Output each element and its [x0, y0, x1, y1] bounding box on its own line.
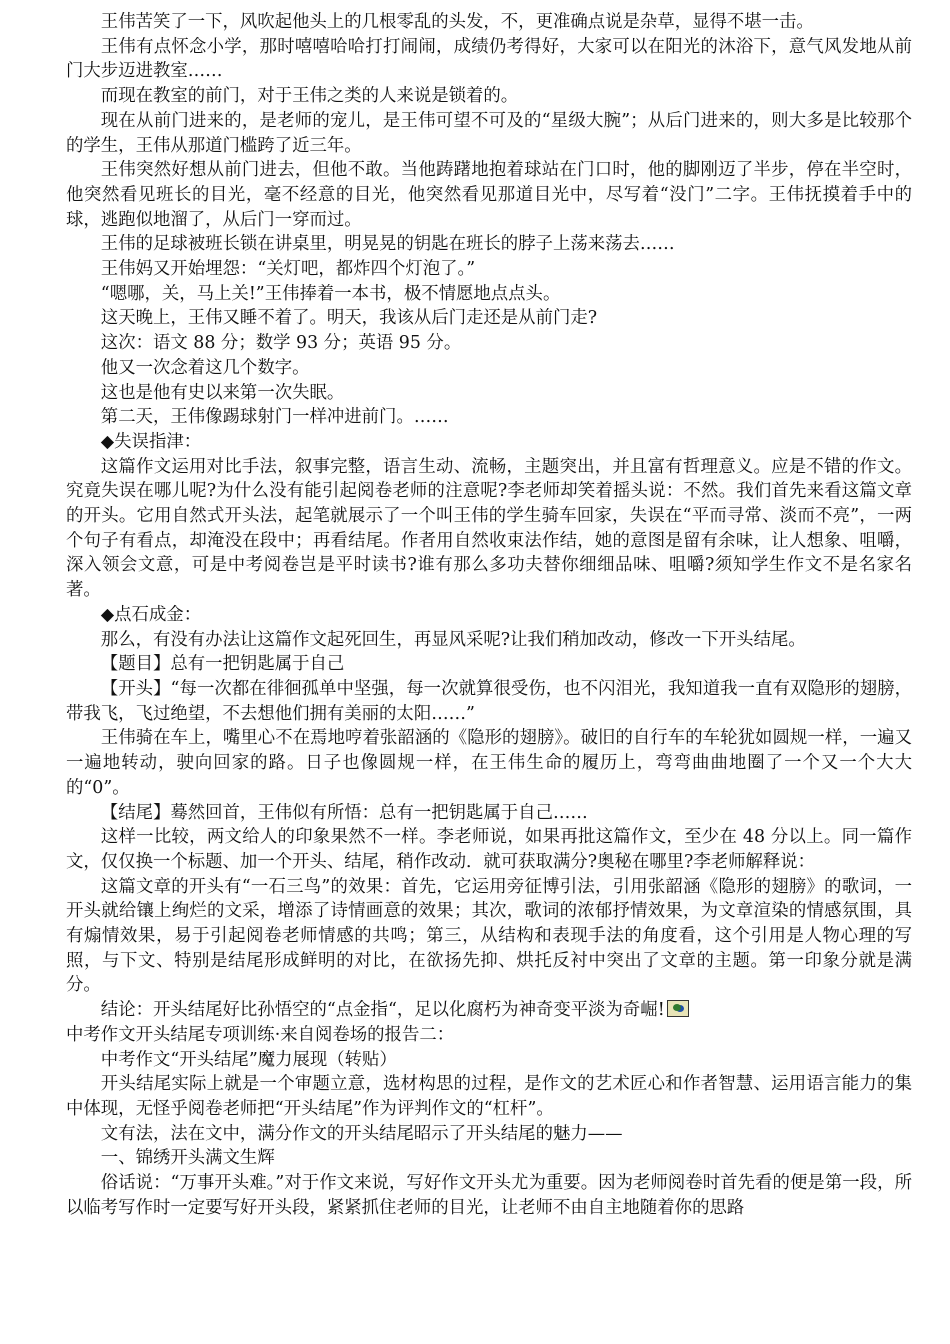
paragraph: 这篇文章的开头有“一石三鸟”的效果：首先，它运用旁征博引法，引用张韶涵《隐形的翅膀》的歌词，一开头就给镶上绚烂的文采，增添了诗情画意的效果；其次，歌词的浓郁抒情效果，为文章渲染的情感氛围，具有煽情效果，易于引起阅卷老师情感的共鸣；第三，从结构和表现手法的角度看，这个引用是人物心理的写照，与下文、特别是结尾形成鲜明的对比，在欲扬先抑、烘托反衬中突出了文章的主题。第一印象分就是满分。 — [66, 876, 912, 996]
paragraph: 他又一次念着这几个数字。 — [100, 357, 310, 378]
paragraph: 王伟苦笑了一下，风吹起他头上的几根零乱的头发，不，更准确点说是杂草，显得不堪一击。 — [100, 12, 814, 32]
paragraph: 而现在教室的前门，对于王伟之类的人来说是锁着的。 — [100, 86, 519, 107]
paragraph: 这次：语文 88 分；数学 93 分；英语 95 分。 — [100, 333, 462, 354]
paragraph: “嗯哪，关，马上关!”王伟捧着一本书，极不情愿地点点头。 — [100, 283, 561, 304]
link-icon[interactable] — [667, 1000, 689, 1017]
paragraph-title: 【题目】总有一把钥匙属于自己 — [100, 654, 345, 675]
paragraph: 王伟妈又开始埋怨：“关灯吧，都炸四个灯泡了。” — [100, 259, 476, 280]
section-label-mistake: ◆失误指津： — [100, 431, 202, 452]
document-page — [66, 10, 912, 1220]
section-label-improve: ◆点石成金： — [100, 604, 202, 625]
paragraph: 俗话说：“万事开头难。”对于作文来说，写好作文开头尤为重要。因为老师阅卷时首先看的便是第一段，所以临考写作时一定要写好开头段，紧紧抓住老师的目光，让老师不由自主地随着你的思路 — [66, 1173, 912, 1218]
paragraph: 王伟突然好想从前门进去，但他不敢。当他踌躇地抱着球站在门口时，他的脚刚迈了半步，停在半空时，他突然看见班长的目光，毫不经意的目光，他突然看见那道目光中，尽写着“没门”二字。王伟抚摸着手中的球，逃跑似地溜了，从后门一穿而过。 — [66, 160, 912, 230]
paragraph: 这样一比较，两文给人的印象果然不一样。李老师说，如果再批这篇作文，至少在 48 分以上。同一篇作文，仅仅换一个标题、加一个开头、结尾，稍作改动．就可获取满分?奥秘在哪里?李老师解释说： — [66, 827, 912, 872]
paragraph: 开头结尾实际上就是一个审题立意，选材构思的过程，是作文的艺术匠心和作者智慧、运用语言能力的集中体现，无怪乎阅卷老师把“开头结尾”作为评判作文的“杠杆”。 — [66, 1074, 912, 1119]
subheading: 一、锦绣开头满文生辉 — [100, 1148, 275, 1169]
paragraph: 王伟的足球被班长锁在讲桌里，明晃晃的钥匙在班长的脖子上荡来荡去…… — [100, 234, 675, 255]
paragraph: 王伟有点怀念小学，那时嘻嘻哈哈打打闹闹，成绩仍考得好，大家可以在阳光的沐浴下，意气风发地从前门大步迈进教室…… — [66, 36, 912, 82]
paragraph: 那么，有没有办法让这篇作文起死回生，再显风采呢?让我们稍加改动，修改一下开头结尾。 — [100, 629, 806, 650]
conclusion-paragraph — [66, 998, 912, 1023]
paragraph-ending: 【结尾】蓦然回首，王伟似有所悟：总有一把钥匙属于自己…… — [100, 802, 588, 823]
paragraph: 文有法，法在文中，满分作文的开头结尾昭示了开头结尾的魅力—— — [100, 1123, 623, 1144]
paragraph: 第二天，王伟像踢球射门一样冲进前门。…… — [100, 407, 449, 428]
paragraph: 中考作文“开头结尾”魔力展现（转贴） — [100, 1049, 397, 1070]
paragraph: 王伟骑在车上，嘴里心不在焉地哼着张韶涵的《隐形的翅膀》。破旧的自行车的车轮犹如圆规一样，一遍又一遍地转动，驶向回家的路。日子也像圆规一样，在王伟生命的履历上，弯弯曲曲地圈了一个又一个大大的“0”。 — [66, 728, 912, 798]
paragraph: 这也是他有史以来第一次失眠。 — [100, 382, 345, 403]
section-heading: 中考作文开头结尾专项训练·来自阅卷场的报告二： — [66, 1024, 455, 1045]
paragraph: 这篇作文运用对比手法，叙事完整，语言生动、流畅，主题突出，并且富有哲理意义。应是不错的作文。究竟失误在哪儿呢?为什么没有能引起阅卷老师的注意呢?李老师却笑着摇头说：不然。我们首先来看这篇文章的开头。它用自然式开头法，起笔就展示了一个叫王伟的学生骑车回家，失误在“平而寻常、淡而不亮”，一两个句子有看点，却淹没在段中；再看结尾。作者用自然收束法作结，她的意图是留有余味，让人想象、咀嚼，深入领会文意，可是中考阅卷岂是平时读书?谁有那么多功夫替你细细品味、咀嚼?须知学生作文不是名家名著。 — [66, 456, 912, 601]
paragraph: 这天晚上，王伟又睡不着了。明天，我该从后门走还是从前门走? — [100, 308, 598, 329]
paragraph-opening: 【开头】“每一次都在徘徊孤单中坚强，每一次就算很受伤，也不闪泪光，我知道我一直有双隐形的翅膀，带我飞，飞过绝望，不去想他们拥有美丽的太阳……” — [66, 678, 912, 724]
conclusion-text: 结论：开头结尾好比孙悟空的“点金指“，足以化腐朽为神奇变平淡为奇崛! — [100, 1000, 665, 1021]
paragraph: 现在从前门进来的，是老师的宠儿，是王伟可望不可及的“星级大腕”；从后门进来的，则大多是比较那个的学生，王伟从那道门槛跨了近三年。 — [66, 110, 912, 156]
